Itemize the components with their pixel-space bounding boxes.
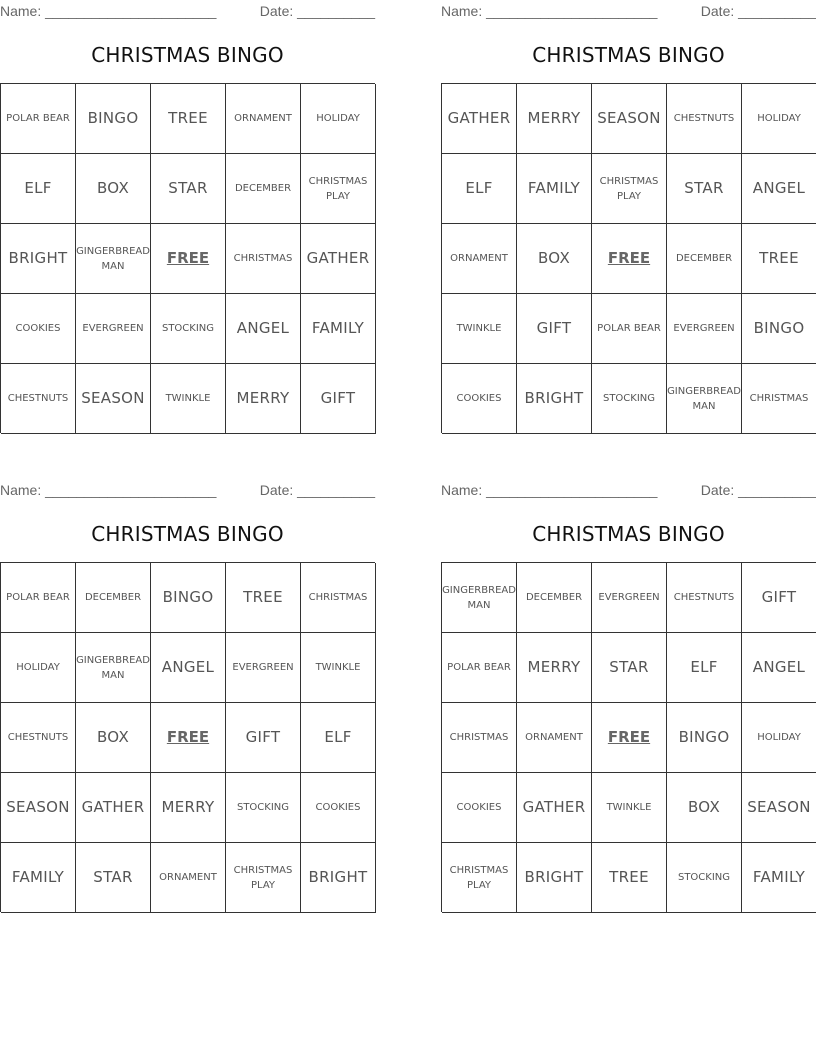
bingo-cell: HOLIDAY: [301, 84, 376, 154]
bingo-cell: SEASON: [1, 773, 76, 843]
bingo-card-3: [0, 479, 375, 914]
bingo-card-1: [0, 0, 375, 435]
bingo-cell: TREE: [151, 84, 226, 154]
bingo-cell: CHRISTMAS: [742, 364, 816, 434]
bingo-cell: BRIGHT: [301, 843, 376, 913]
bingo-cell: DECEMBER: [517, 563, 592, 633]
bingo-cell: CHRISTMAS PLAY: [301, 154, 376, 224]
bingo-cell: CHRISTMAS: [226, 224, 301, 294]
bingo-cell: GIFT: [301, 364, 376, 434]
name-field-label: Name: ______________________: [441, 3, 658, 19]
date-field-label: Date: __________: [700, 482, 816, 498]
bingo-cell: TREE: [742, 224, 816, 294]
name-date-row: [441, 3, 816, 19]
bingo-cell: CHESTNUTS: [1, 364, 76, 434]
bingo-cell: DECEMBER: [226, 154, 301, 224]
bingo-cell: COOKIES: [442, 364, 517, 434]
bingo-cell: GIFT: [517, 294, 592, 364]
bingo-cell: ANGEL: [742, 154, 816, 224]
bingo-cell: STOCKING: [667, 843, 742, 913]
bingo-cell: MERRY: [226, 364, 301, 434]
bingo-cell: MERRY: [517, 84, 592, 154]
bingo-cell: GINGERBREAD MAN: [76, 224, 151, 294]
bingo-grid: [0, 562, 375, 912]
bingo-cell: CHRISTMAS PLAY: [442, 843, 517, 913]
bingo-cell: EVERGREEN: [667, 294, 742, 364]
bingo-cell: HOLIDAY: [742, 84, 816, 154]
bingo-cell: SEASON: [592, 84, 667, 154]
bingo-cell: POLAR BEAR: [442, 633, 517, 703]
name-date-row: [0, 3, 375, 19]
name-date-row: [0, 482, 375, 498]
bingo-cell: HOLIDAY: [742, 703, 816, 773]
name-field-label: Name: ______________________: [0, 482, 217, 498]
date-field-label: Date: __________: [259, 3, 375, 19]
bingo-cell: ELF: [442, 154, 517, 224]
bingo-cell: SEASON: [76, 364, 151, 434]
bingo-cell: DECEMBER: [667, 224, 742, 294]
bingo-cell: MERRY: [151, 773, 226, 843]
bingo-cell: STAR: [667, 154, 742, 224]
bingo-cell: ELF: [667, 633, 742, 703]
bingo-cell: FAMILY: [1, 843, 76, 913]
card-title: CHRISTMAS BINGO: [532, 522, 725, 546]
bingo-cell: BRIGHT: [517, 364, 592, 434]
bingo-cell: BINGO: [76, 84, 151, 154]
bingo-cell: BINGO: [667, 703, 742, 773]
name-field-label: Name: ______________________: [441, 482, 658, 498]
bingo-cell: STAR: [76, 843, 151, 913]
bingo-cell: BRIGHT: [1, 224, 76, 294]
card-title: CHRISTMAS BINGO: [91, 522, 284, 546]
bingo-grid: [441, 562, 816, 912]
bingo-cell: FAMILY: [517, 154, 592, 224]
bingo-cell: BRIGHT: [517, 843, 592, 913]
bingo-cell: STAR: [592, 633, 667, 703]
bingo-cell: ORNAMENT: [442, 224, 517, 294]
bingo-cell: CHRISTMAS PLAY: [226, 843, 301, 913]
bingo-cell: ANGEL: [151, 633, 226, 703]
bingo-cell: DECEMBER: [76, 563, 151, 633]
bingo-cell: CHESTNUTS: [667, 84, 742, 154]
bingo-cell: GATHER: [76, 773, 151, 843]
free-space-cell: FREE: [592, 703, 667, 773]
bingo-cell: GATHER: [517, 773, 592, 843]
bingo-cell: TWINKLE: [151, 364, 226, 434]
card-title: CHRISTMAS BINGO: [532, 43, 725, 67]
bingo-cell: BOX: [517, 224, 592, 294]
bingo-cell: COOKIES: [1, 294, 76, 364]
bingo-card-4: [441, 479, 816, 914]
bingo-cell: HOLIDAY: [1, 633, 76, 703]
name-field-label: Name: ______________________: [0, 3, 217, 19]
bingo-cell: TREE: [592, 843, 667, 913]
bingo-cell: TREE: [226, 563, 301, 633]
bingo-cell: STOCKING: [226, 773, 301, 843]
bingo-cell: GIFT: [742, 563, 816, 633]
free-space-cell: FREE: [151, 703, 226, 773]
bingo-cell: GATHER: [301, 224, 376, 294]
bingo-cell: TWINKLE: [592, 773, 667, 843]
bingo-cell: COOKIES: [301, 773, 376, 843]
bingo-cell: STOCKING: [592, 364, 667, 434]
date-field-label: Date: __________: [259, 482, 375, 498]
bingo-cell: CHRISTMAS: [301, 563, 376, 633]
bingo-cell: ORNAMENT: [226, 84, 301, 154]
bingo-cell: STOCKING: [151, 294, 226, 364]
bingo-cell: FAMILY: [301, 294, 376, 364]
bingo-cell: TWINKLE: [442, 294, 517, 364]
bingo-cell: ELF: [1, 154, 76, 224]
bingo-cell: BOX: [667, 773, 742, 843]
bingo-cell: SEASON: [742, 773, 816, 843]
bingo-cell: CHESTNUTS: [1, 703, 76, 773]
name-date-row: [441, 482, 816, 498]
bingo-cell: GINGERBREAD MAN: [76, 633, 151, 703]
bingo-grid: [441, 83, 816, 433]
bingo-cell: BOX: [76, 703, 151, 773]
bingo-cell: EVERGREEN: [592, 563, 667, 633]
bingo-grid: [0, 83, 375, 433]
bingo-cell: BINGO: [151, 563, 226, 633]
bingo-cell: EVERGREEN: [226, 633, 301, 703]
bingo-cell: CHRISTMAS PLAY: [592, 154, 667, 224]
bingo-cell: ANGEL: [226, 294, 301, 364]
card-title: CHRISTMAS BINGO: [91, 43, 284, 67]
bingo-card-2: [441, 0, 816, 435]
free-space-cell: FREE: [592, 224, 667, 294]
bingo-cell: ELF: [301, 703, 376, 773]
bingo-cell: STAR: [151, 154, 226, 224]
bingo-cell: GIFT: [226, 703, 301, 773]
bingo-cell: BINGO: [742, 294, 816, 364]
bingo-cell: EVERGREEN: [76, 294, 151, 364]
bingo-cell: ORNAMENT: [151, 843, 226, 913]
bingo-cell: GINGERBREAD MAN: [442, 563, 517, 633]
bingo-cell: GATHER: [442, 84, 517, 154]
bingo-cell: GINGERBREAD MAN: [667, 364, 742, 434]
date-field-label: Date: __________: [700, 3, 816, 19]
bingo-cell: TWINKLE: [301, 633, 376, 703]
bingo-cell: CHESTNUTS: [667, 563, 742, 633]
bingo-cell: POLAR BEAR: [592, 294, 667, 364]
bingo-cell: CHRISTMAS: [442, 703, 517, 773]
bingo-cell: BOX: [76, 154, 151, 224]
bingo-cell: POLAR BEAR: [1, 563, 76, 633]
bingo-cell: POLAR BEAR: [1, 84, 76, 154]
bingo-cell: MERRY: [517, 633, 592, 703]
bingo-cell: ANGEL: [742, 633, 816, 703]
free-space-cell: FREE: [151, 224, 226, 294]
bingo-cell: COOKIES: [442, 773, 517, 843]
bingo-cell: FAMILY: [742, 843, 816, 913]
bingo-cell: ORNAMENT: [517, 703, 592, 773]
